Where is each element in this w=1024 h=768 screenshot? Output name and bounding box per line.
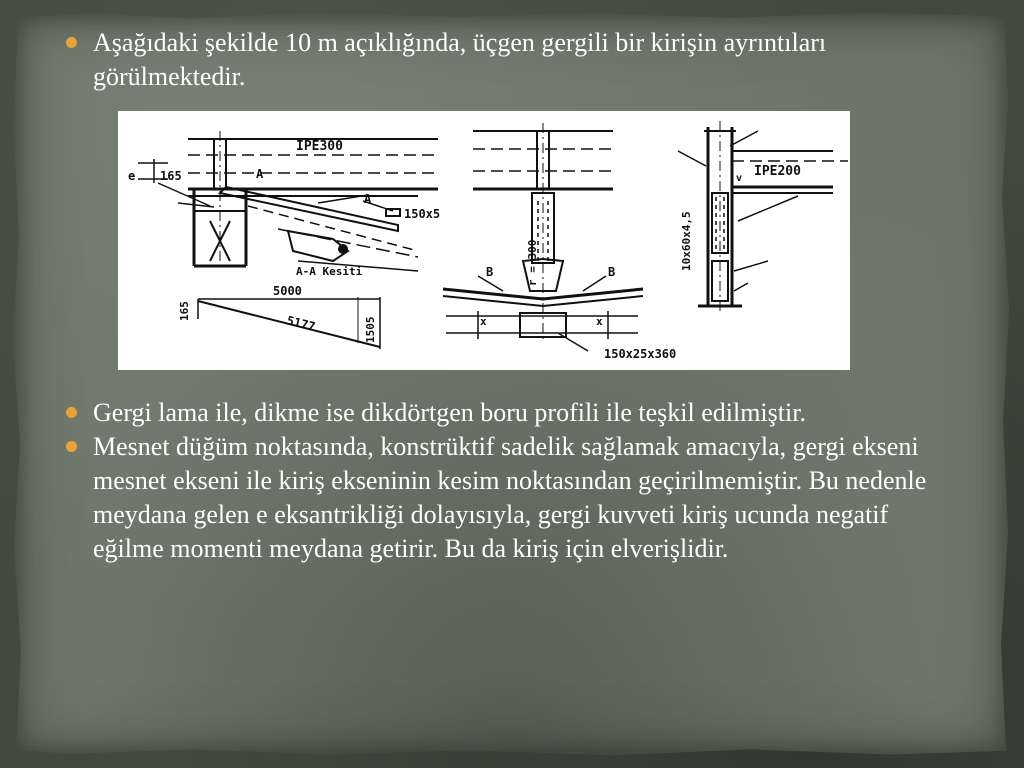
midspan-post-detail xyxy=(443,123,643,351)
bullet-dot-icon xyxy=(66,407,77,418)
top-bullet-list xyxy=(66,26,926,94)
bullet-item xyxy=(66,26,926,94)
label-b-right: B xyxy=(608,265,616,279)
label-box-profile: 10x60x4,5 xyxy=(680,211,693,271)
bullet-text: Mesnet düğüm noktasında, konstrüktif sadelik sağlamak amacıyla, gergi ekseni mesnet ekseni ile kiriş ekseninin kesim noktasından geçirilmemiştir. Bu nedenle meydana gelen e eksantrikliği dolayısıyla, gergi kuvveti kiriş ucunda negatif eğilme momenti meydana getirir. Bu da kiriş için elverişlidir. xyxy=(93,432,927,563)
beam-end-labels xyxy=(128,139,440,343)
label-b-left: B xyxy=(486,265,494,279)
label-ipe300: IPE300 xyxy=(296,139,343,154)
column-labels xyxy=(680,164,801,271)
label-section-aa: A-A Kesiti xyxy=(296,265,363,278)
structural-drawing xyxy=(118,111,850,370)
label-dim-5000: 5000 xyxy=(273,284,302,298)
label-e: e xyxy=(128,169,136,183)
label-v: v xyxy=(736,173,743,184)
label-dim-5177: 5177 xyxy=(285,313,317,334)
bullet-item xyxy=(66,396,956,430)
label-e-value: 165 xyxy=(160,169,182,183)
label-a2: A xyxy=(364,192,372,206)
column-detail xyxy=(678,121,848,311)
label-ipe200: IPE200 xyxy=(754,164,801,179)
label-plate-150x5: 150x5 xyxy=(404,207,441,221)
bullet-item xyxy=(66,430,956,566)
midspan-labels xyxy=(480,240,676,361)
label-plate-150x25x360: 150x25x360 xyxy=(604,347,677,361)
bullet-dot-icon xyxy=(66,441,77,452)
bullet-text: Gergi lama ile, dikme ise dikdörtgen boru profili ile teşkil edilmiştir. xyxy=(93,398,806,427)
label-a1: A xyxy=(256,167,264,181)
label-x-right: x xyxy=(596,315,603,328)
bullet-text: Aşağıdaki şekilde 10 m açıklığında, üçgen gergili bir kirişin ayrıntıları görülmektedir. xyxy=(93,28,827,91)
bottom-bullet-list xyxy=(66,396,956,566)
bullet-dot-icon xyxy=(66,37,77,48)
truss-details-svg xyxy=(118,111,850,370)
label-r300: r = 300 xyxy=(526,239,539,286)
label-x-left: x xyxy=(480,315,487,328)
label-dim-1505: 1505 xyxy=(364,316,377,343)
label-dim-165: 165 xyxy=(178,301,191,321)
